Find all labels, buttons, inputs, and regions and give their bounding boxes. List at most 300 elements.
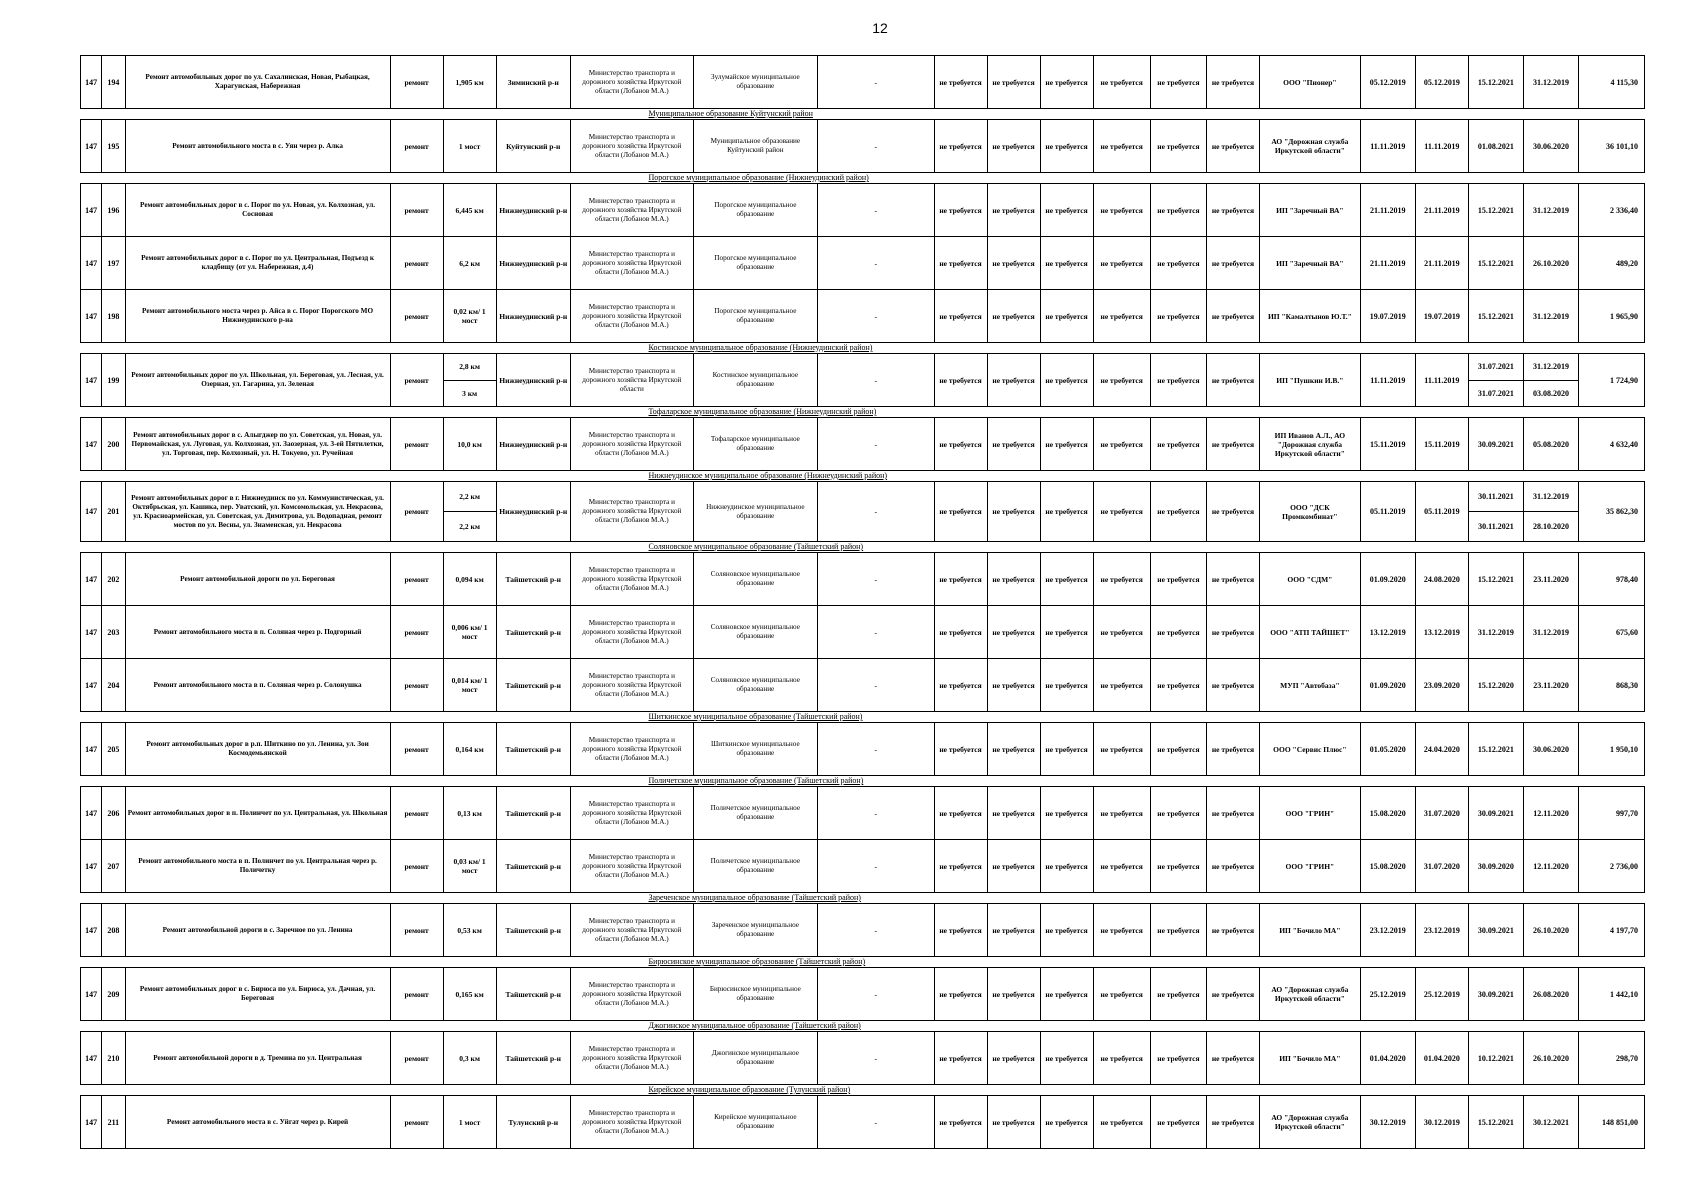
date-1: 21.11.2019 <box>1360 184 1415 237</box>
table-row <box>81 659 1645 712</box>
contractor: АО "Дорожная служба Иркутской области" <box>1260 1096 1361 1149</box>
req-5: не требуется <box>1150 840 1206 893</box>
dash: - <box>817 418 934 471</box>
req-3: не требуется <box>1040 1096 1093 1149</box>
work-type: ремонт <box>390 237 443 290</box>
ministry: Министерство транспорта и дорожного хозяйства Иркутской области (Лобанов М.А.) <box>570 787 693 840</box>
date-3: 15.12.2021 <box>1468 290 1523 343</box>
district: Нижнеудинский р-н <box>496 482 570 542</box>
req-1: не требуется <box>934 1096 987 1149</box>
date-4: 26.08.2020 <box>1523 968 1578 1021</box>
dash: - <box>817 482 934 542</box>
row-id: 199 <box>102 354 125 407</box>
req-1: не требуется <box>934 968 987 1021</box>
row-number: 147 <box>81 968 102 1021</box>
description: Ремонт автомобильных дорог в г. Нижнеудинск по ул. Коммунистическая, ул. Октябрьская, ул. Кашика, пер. Уватский, ул. Комсомольская, ул. Некрасова, ул. Красноармейская, ул. Советская, ул. Димитрова, ул. Водопадная, ремонт мостов по ул. Весны, ул. Знаменская, ул. Некрасова <box>125 482 390 542</box>
contractor: ООО "Сервис Плюс" <box>1260 723 1361 776</box>
ministry: Министерство транспорта и дорожного хозяйства Иркутской области (Лобанов М.А.) <box>570 840 693 893</box>
req-6: не требуется <box>1206 553 1259 606</box>
req-1: не требуется <box>934 553 987 606</box>
req-6: не требуется <box>1206 1032 1259 1085</box>
req-6: не требуется <box>1206 904 1259 957</box>
dash: - <box>817 606 934 659</box>
req-5: не требуется <box>1150 290 1206 343</box>
date-3: 10.12.2021 <box>1468 1032 1523 1085</box>
date-4: 23.11.2020 <box>1523 659 1578 712</box>
row-number: 147 <box>81 1096 102 1149</box>
section-title: Тофаларское муниципальное образование (Нижнеудинский район) <box>81 407 1645 418</box>
section-title: Поличетское муниципальное образование (Тайшетский район) <box>81 776 1645 787</box>
req-3: не требуется <box>1040 237 1093 290</box>
table-row <box>81 787 1645 840</box>
ministry: Министерство транспорта и дорожного хозяйства Иркутской области (Лобанов М.А.) <box>570 1032 693 1085</box>
description: Ремонт автомобильных дорог в с. Порог по ул. Центральная, Подъезд к кладбищу (от ул. Набережная, д.4) <box>125 237 390 290</box>
req-6: не требуется <box>1206 184 1259 237</box>
amount: 298,70 <box>1579 1032 1645 1085</box>
ministry: Министерство транспорта и дорожного хозяйства Иркутской области (Лобанов М.А.) <box>570 659 693 712</box>
length: 0,094 км <box>443 553 496 606</box>
dash: - <box>817 787 934 840</box>
date-3: 15.12.2021 <box>1468 1096 1523 1149</box>
ministry: Министерство транспорта и дорожного хозяйства Иркутской области (Лобанов М.А.) <box>570 120 693 173</box>
length: 0,02 км/ 1 мост <box>443 290 496 343</box>
work-type: ремонт <box>390 968 443 1021</box>
req-4: не требуется <box>1093 787 1150 840</box>
req-6: не требуется <box>1206 418 1259 471</box>
section-title: Порогское муниципальное образование (Нижнеудинский район) <box>81 173 1645 184</box>
description: Ремонт автомобильного моста в п. Соляная через р. Солонушка <box>125 659 390 712</box>
contractor: ООО "ДСК Промкомбинат" <box>1260 482 1361 542</box>
date-1: 05.12.2019 <box>1360 56 1415 109</box>
date-4-2: 03.08.2020 <box>1523 380 1578 407</box>
amount: 2 736,00 <box>1579 840 1645 893</box>
date-2: 11.11.2019 <box>1415 120 1468 173</box>
date-4: 23.11.2020 <box>1523 553 1578 606</box>
amount: 675,60 <box>1579 606 1645 659</box>
section-row <box>81 776 1645 787</box>
section-row <box>81 1021 1645 1032</box>
ministry: Министерство транспорта и дорожного хозяйства Иркутской области (Лобанов М.А.) <box>570 418 693 471</box>
req-4: не требуется <box>1093 482 1150 542</box>
req-5: не требуется <box>1150 659 1206 712</box>
section-title: Муниципальное образование Куйтунский район <box>81 109 1645 120</box>
date-1: 21.11.2019 <box>1360 237 1415 290</box>
length: 0,014 км/ 1 мост <box>443 659 496 712</box>
amount: 868,30 <box>1579 659 1645 712</box>
work-type: ремонт <box>390 787 443 840</box>
work-type: ремонт <box>390 840 443 893</box>
date-1: 11.11.2019 <box>1360 354 1415 407</box>
description: Ремонт автомобильного моста в п. Полинчет по ул. Центральная через р. Поличетку <box>125 840 390 893</box>
date-2: 19.07.2019 <box>1415 290 1468 343</box>
dash: - <box>817 290 934 343</box>
municipality: Джогинское муниципальное образование <box>693 1032 817 1085</box>
length: 0,13 км <box>443 787 496 840</box>
req-2: не требуется <box>987 237 1040 290</box>
ministry: Министерство транспорта и дорожного хозяйства Иркутской области (Лобанов М.А.) <box>570 606 693 659</box>
municipality: Зареченское муниципальное образование <box>693 904 817 957</box>
section-row <box>81 173 1645 184</box>
section-title: Нижнеудинское муниципальное образование (Нижнеудинский район) <box>81 471 1645 482</box>
date-1: 01.05.2020 <box>1360 723 1415 776</box>
row-id: 206 <box>102 787 125 840</box>
req-1: не требуется <box>934 120 987 173</box>
row-number: 147 <box>81 120 102 173</box>
date-3: 30.11.2021 <box>1468 482 1523 512</box>
contractor: ООО "ГРИН" <box>1260 840 1361 893</box>
date-4: 12.11.2020 <box>1523 787 1578 840</box>
municipality: Порогское муниципальное образование <box>693 290 817 343</box>
description: Ремонт автомобильных дорог в р.п. Шиткино по ул. Ленина, ул. Зои Космодемьянской <box>125 723 390 776</box>
date-4: 26.10.2020 <box>1523 904 1578 957</box>
req-1: не требуется <box>934 904 987 957</box>
dash: - <box>817 56 934 109</box>
req-3: не требуется <box>1040 659 1093 712</box>
description: Ремонт автомобильного моста в с. Уян через р. Алка <box>125 120 390 173</box>
contractor: ООО "ГРИН" <box>1260 787 1361 840</box>
date-2: 31.07.2020 <box>1415 787 1468 840</box>
date-3: 30.09.2021 <box>1468 418 1523 471</box>
row-id: 195 <box>102 120 125 173</box>
req-4: не требуется <box>1093 1032 1150 1085</box>
req-2: не требуется <box>987 354 1040 407</box>
req-6: не требуется <box>1206 840 1259 893</box>
date-1: 25.12.2019 <box>1360 968 1415 1021</box>
dash: - <box>817 1096 934 1149</box>
row-number: 147 <box>81 659 102 712</box>
req-4: не требуется <box>1093 840 1150 893</box>
table-row <box>81 184 1645 237</box>
row-number: 147 <box>81 290 102 343</box>
date-3: 15.12.2020 <box>1468 659 1523 712</box>
req-6: не требуется <box>1206 237 1259 290</box>
registry-table <box>80 55 1645 1149</box>
req-4: не требуется <box>1093 56 1150 109</box>
page-number: 12 <box>872 20 888 36</box>
req-1: не требуется <box>934 290 987 343</box>
date-4: 31.12.2019 <box>1523 290 1578 343</box>
table-body <box>81 56 1645 1149</box>
req-3: не требуется <box>1040 120 1093 173</box>
section-row <box>81 893 1645 904</box>
table-row <box>81 418 1645 471</box>
row-id: 194 <box>102 56 125 109</box>
date-4: 26.10.2020 <box>1523 237 1578 290</box>
req-6: не требуется <box>1206 56 1259 109</box>
date-2: 01.04.2020 <box>1415 1032 1468 1085</box>
table-row <box>81 482 1645 512</box>
date-1: 13.12.2019 <box>1360 606 1415 659</box>
municipality: Тофаларское муниципальное образование <box>693 418 817 471</box>
row-id: 198 <box>102 290 125 343</box>
length: 1 мост <box>443 1096 496 1149</box>
req-4: не требуется <box>1093 1096 1150 1149</box>
date-1: 23.12.2019 <box>1360 904 1415 957</box>
description: Ремонт автомобильной дороги по ул. Береговая <box>125 553 390 606</box>
req-6: не требуется <box>1206 354 1259 407</box>
contractor: ИП "Бочило МА" <box>1260 1032 1361 1085</box>
req-4: не требуется <box>1093 553 1150 606</box>
req-4: не требуется <box>1093 354 1150 407</box>
row-number: 147 <box>81 184 102 237</box>
amount: 978,40 <box>1579 553 1645 606</box>
municipality: Шиткинское муниципальное образование <box>693 723 817 776</box>
dash: - <box>817 1032 934 1085</box>
date-1: 01.09.2020 <box>1360 553 1415 606</box>
municipality: Костинское муниципальное образование <box>693 354 817 407</box>
req-2: не требуется <box>987 184 1040 237</box>
description: Ремонт автомобильных дорог по ул. Сахалинская, Новая, Рыбацкая, Харагунская, Набережная <box>125 56 390 109</box>
description: Ремонт автомобильных дорог в п. Полинчет по ул. Центральная, ул. Школьная <box>125 787 390 840</box>
length: 6,445 км <box>443 184 496 237</box>
req-3: не требуется <box>1040 56 1093 109</box>
req-2: не требуется <box>987 904 1040 957</box>
req-3: не требуется <box>1040 723 1093 776</box>
date-4: 30.12.2021 <box>1523 1096 1578 1149</box>
row-id: 205 <box>102 723 125 776</box>
length: 0,53 км <box>443 904 496 957</box>
row-number: 147 <box>81 418 102 471</box>
req-5: не требуется <box>1150 723 1206 776</box>
date-3: 31.12.2019 <box>1468 606 1523 659</box>
req-5: не требуется <box>1150 606 1206 659</box>
ministry: Министерство транспорта и дорожного хозяйства Иркутской области (Лобанов М.А.) <box>570 904 693 957</box>
req-4: не требуется <box>1093 120 1150 173</box>
dash: - <box>817 184 934 237</box>
req-1: не требуется <box>934 482 987 542</box>
municipality: Нижнеудинское муниципальное образование <box>693 482 817 542</box>
req-2: не требуется <box>987 482 1040 542</box>
length-2: 2,2 км <box>443 512 496 542</box>
length: 2,8 км <box>443 354 496 381</box>
dash: - <box>817 904 934 957</box>
req-2: не требуется <box>987 606 1040 659</box>
date-1: 15.11.2019 <box>1360 418 1415 471</box>
dash: - <box>817 120 934 173</box>
work-type: ремонт <box>390 418 443 471</box>
req-2: не требуется <box>987 1032 1040 1085</box>
section-title: Костинское муниципальное образование (Нижнеудинский район) <box>81 343 1645 354</box>
district: Тайшетский р-н <box>496 840 570 893</box>
table-row <box>81 968 1645 1021</box>
req-6: не требуется <box>1206 787 1259 840</box>
req-5: не требуется <box>1150 1032 1206 1085</box>
date-4: 31.12.2019 <box>1523 354 1578 381</box>
section-row <box>81 712 1645 723</box>
table-row <box>81 237 1645 290</box>
req-4: не требуется <box>1093 290 1150 343</box>
date-3: 30.09.2021 <box>1468 904 1523 957</box>
dash: - <box>817 237 934 290</box>
req-5: не требуется <box>1150 968 1206 1021</box>
req-5: не требуется <box>1150 354 1206 407</box>
municipality: Кирейское муниципальное образование <box>693 1096 817 1149</box>
date-3: 30.09.2021 <box>1468 968 1523 1021</box>
req-5: не требуется <box>1150 553 1206 606</box>
dash: - <box>817 659 934 712</box>
req-1: не требуется <box>934 418 987 471</box>
length: 0,164 км <box>443 723 496 776</box>
work-type: ремонт <box>390 56 443 109</box>
ministry: Министерство транспорта и дорожного хозяйства Иркутской области (Лобанов М.А.) <box>570 184 693 237</box>
date-3-2: 30.11.2021 <box>1468 512 1523 542</box>
district: Тайшетский р-н <box>496 1032 570 1085</box>
date-2: 11.11.2019 <box>1415 354 1468 407</box>
req-3: не требуется <box>1040 840 1093 893</box>
date-3: 15.12.2021 <box>1468 237 1523 290</box>
table-row <box>81 840 1645 893</box>
work-type: ремонт <box>390 482 443 542</box>
work-type: ремонт <box>390 290 443 343</box>
municipality: Соляновское муниципальное образование <box>693 553 817 606</box>
date-2: 21.11.2019 <box>1415 237 1468 290</box>
length-2: 3 км <box>443 380 496 407</box>
amount: 4 632,40 <box>1579 418 1645 471</box>
district: Тайшетский р-н <box>496 606 570 659</box>
work-type: ремонт <box>390 553 443 606</box>
description: Ремонт автомобильного моста в с. Уйгат через р. Кирей <box>125 1096 390 1149</box>
contractor: ИП "Бочило МА" <box>1260 904 1361 957</box>
req-1: не требуется <box>934 606 987 659</box>
section-row <box>81 1085 1645 1096</box>
req-2: не требуется <box>987 968 1040 1021</box>
date-1: 01.04.2020 <box>1360 1032 1415 1085</box>
district: Нижнеудинский р-н <box>496 290 570 343</box>
row-number: 147 <box>81 482 102 542</box>
amount: 2 336,40 <box>1579 184 1645 237</box>
district: Тулунский р-н <box>496 1096 570 1149</box>
amount: 1 965,90 <box>1579 290 1645 343</box>
district: Нижнеудинский р-н <box>496 354 570 407</box>
req-2: не требуется <box>987 56 1040 109</box>
section-row <box>81 109 1645 120</box>
section-title: Бирюсинское муниципальное образование (Тайшетский район) <box>81 957 1645 968</box>
req-1: не требуется <box>934 659 987 712</box>
date-2: 23.12.2019 <box>1415 904 1468 957</box>
district: Тайшетский р-н <box>496 553 570 606</box>
req-1: не требуется <box>934 56 987 109</box>
district: Куйтунский р-н <box>496 120 570 173</box>
req-3: не требуется <box>1040 787 1093 840</box>
req-5: не требуется <box>1150 120 1206 173</box>
date-3-2: 31.07.2021 <box>1468 380 1523 407</box>
req-2: не требуется <box>987 840 1040 893</box>
date-3: 30.09.2021 <box>1468 787 1523 840</box>
amount: 1 950,10 <box>1579 723 1645 776</box>
req-4: не требуется <box>1093 418 1150 471</box>
table-row <box>81 290 1645 343</box>
row-number: 147 <box>81 787 102 840</box>
req-6: не требуется <box>1206 723 1259 776</box>
municipality: Порогское муниципальное образование <box>693 237 817 290</box>
district: Нижнеудинский р-н <box>496 184 570 237</box>
req-4: не требуется <box>1093 237 1150 290</box>
ministry: Министерство транспорта и дорожного хозяйства Иркутской области (Лобанов М.А.) <box>570 482 693 542</box>
description: Ремонт автомобильной дороги в д. Тремина по ул. Центральная <box>125 1032 390 1085</box>
req-3: не требуется <box>1040 354 1093 407</box>
table-row <box>81 904 1645 957</box>
req-5: не требуется <box>1150 237 1206 290</box>
row-number: 147 <box>81 553 102 606</box>
date-1: 30.12.2019 <box>1360 1096 1415 1149</box>
row-id: 210 <box>102 1032 125 1085</box>
date-4: 31.12.2019 <box>1523 56 1578 109</box>
row-number: 147 <box>81 56 102 109</box>
row-number: 147 <box>81 237 102 290</box>
req-2: не требуется <box>987 787 1040 840</box>
date-1: 05.11.2019 <box>1360 482 1415 542</box>
ministry: Министерство транспорта и дорожного хозяйства Иркутской области (Лобанов М.А.) <box>570 968 693 1021</box>
length: 10,0 км <box>443 418 496 471</box>
contractor: ООО "АТП ТАЙШЕТ" <box>1260 606 1361 659</box>
row-id: 207 <box>102 840 125 893</box>
req-4: не требуется <box>1093 968 1150 1021</box>
req-3: не требуется <box>1040 290 1093 343</box>
contractor: МУП "Автобаза" <box>1260 659 1361 712</box>
section-title: Кирейское муниципальное образование (Тулунский район) <box>81 1085 1645 1096</box>
municipality: Порогское муниципальное образование <box>693 184 817 237</box>
amount: 4 197,70 <box>1579 904 1645 957</box>
req-1: не требуется <box>934 237 987 290</box>
req-1: не требуется <box>934 1032 987 1085</box>
date-4: 31.12.2019 <box>1523 184 1578 237</box>
req-2: не требуется <box>987 418 1040 471</box>
req-6: не требуется <box>1206 968 1259 1021</box>
date-2: 23.09.2020 <box>1415 659 1468 712</box>
amount: 997,70 <box>1579 787 1645 840</box>
req-3: не требуется <box>1040 553 1093 606</box>
ministry: Министерство транспорта и дорожного хозяйства Иркутской области (Лобанов М.А.) <box>570 1096 693 1149</box>
district: Зиминский р-н <box>496 56 570 109</box>
contractor: ООО "СДМ" <box>1260 553 1361 606</box>
dash: - <box>817 723 934 776</box>
row-id: 197 <box>102 237 125 290</box>
req-3: не требуется <box>1040 904 1093 957</box>
table-row <box>81 723 1645 776</box>
amount: 1 442,10 <box>1579 968 1645 1021</box>
district: Тайшетский р-н <box>496 659 570 712</box>
work-type: ремонт <box>390 904 443 957</box>
date-4: 31.12.2019 <box>1523 482 1578 512</box>
req-6: не требуется <box>1206 120 1259 173</box>
dash: - <box>817 840 934 893</box>
req-5: не требуется <box>1150 787 1206 840</box>
municipality: Бирюсинское муниципальное образование <box>693 968 817 1021</box>
description: Ремонт автомобильного моста в п. Соляная через р. Подгорный <box>125 606 390 659</box>
dash: - <box>817 553 934 606</box>
date-1: 11.11.2019 <box>1360 120 1415 173</box>
row-id: 201 <box>102 482 125 542</box>
req-5: не требуется <box>1150 418 1206 471</box>
req-6: не требуется <box>1206 606 1259 659</box>
district: Тайшетский р-н <box>496 904 570 957</box>
contractor: ИП "Заречный ВА" <box>1260 184 1361 237</box>
req-3: не требуется <box>1040 482 1093 542</box>
work-type: ремонт <box>390 354 443 407</box>
date-3: 15.12.2021 <box>1468 184 1523 237</box>
work-type: ремонт <box>390 606 443 659</box>
contractor: ООО "Пионер" <box>1260 56 1361 109</box>
section-title: Джогинское муниципальное образование (Тайшетский район) <box>81 1021 1645 1032</box>
description: Ремонт автомобильной дороги в с. Заречное по ул. Ленина <box>125 904 390 957</box>
municipality: Поличетское муниципальное образование <box>693 787 817 840</box>
row-number: 147 <box>81 606 102 659</box>
amount: 36 101,10 <box>1579 120 1645 173</box>
date-2: 30.12.2019 <box>1415 1096 1468 1149</box>
date-1: 15.08.2020 <box>1360 840 1415 893</box>
req-5: не требуется <box>1150 904 1206 957</box>
section-title: Шиткинское муниципальное образование (Тайшетский район) <box>81 712 1645 723</box>
